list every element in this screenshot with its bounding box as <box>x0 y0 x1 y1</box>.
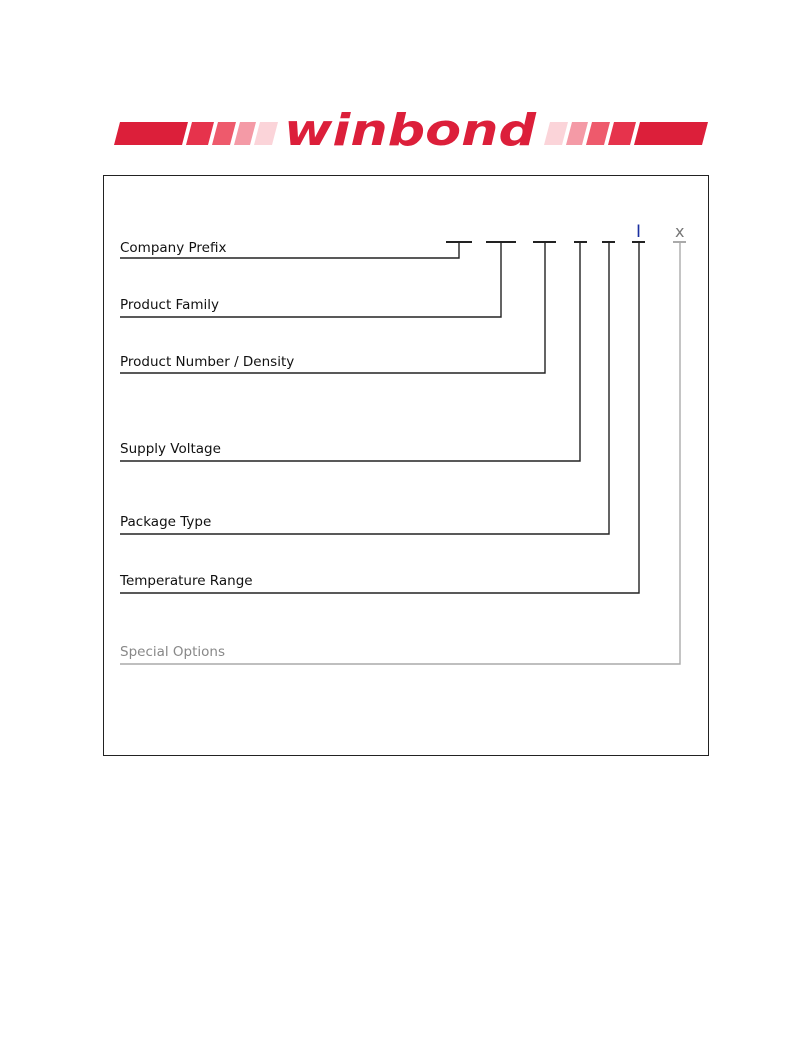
leader-supply-voltage <box>120 242 580 461</box>
label-product-number-density: Product Number / Density <box>120 354 295 370</box>
temperature-marker: I <box>636 222 642 242</box>
label-package-type: Package Type <box>120 514 212 530</box>
leader-temperature-range <box>120 242 639 593</box>
label-product-family: Product Family <box>120 297 219 313</box>
label-company-prefix: Company Prefix <box>120 240 227 256</box>
logo-wordmark: winbond <box>284 108 537 152</box>
special-marker: x <box>675 222 685 241</box>
label-special-options: Special Options <box>120 644 226 660</box>
leader-package-type <box>120 242 609 534</box>
label-temperature-range: Temperature Range <box>120 573 253 589</box>
label-supply-voltage: Supply Voltage <box>120 441 221 457</box>
